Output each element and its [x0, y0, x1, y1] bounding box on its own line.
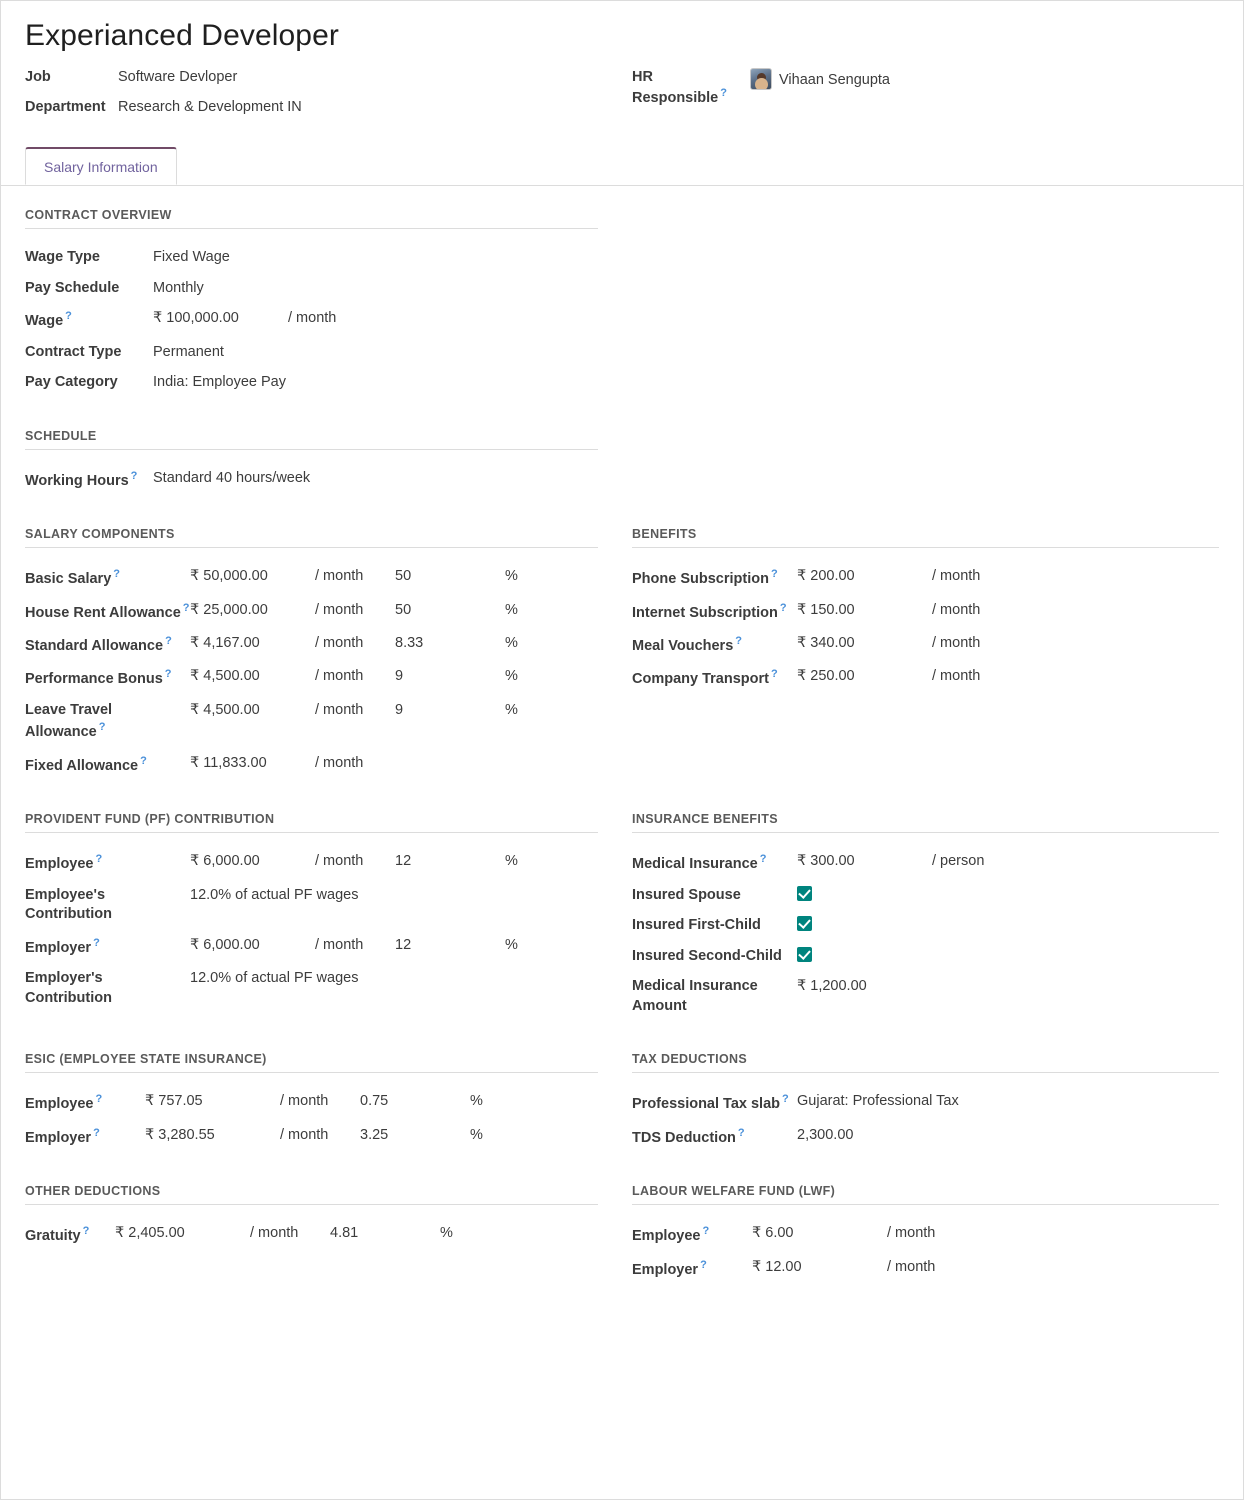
row-value[interactable]: ₹ 25,000.00 — [190, 601, 268, 618]
row-value[interactable]: ₹ 6.00 — [752, 1225, 794, 1242]
row-unit: / month — [887, 1225, 936, 1242]
row-label — [25, 1087, 145, 1120]
table-row — [632, 629, 1219, 662]
row-value — [797, 881, 932, 912]
row-label: Wage Type — [25, 249, 100, 266]
row-label — [25, 662, 190, 695]
row-label-text: Professional Tax slab — [632, 1096, 781, 1113]
row-value[interactable]: ₹ 250.00 — [797, 668, 855, 685]
row-label-text: Phone Subscription — [632, 571, 769, 588]
help-icon[interactable]: ? — [737, 1126, 745, 1139]
row-unit — [932, 942, 1219, 973]
table-row — [632, 1253, 1219, 1286]
row-label — [632, 596, 797, 629]
group-title-labour-welfare-fund: LABOUR WELFARE FUND (LWF) — [632, 1184, 1219, 1205]
row-percent-symbol: % — [470, 1126, 483, 1143]
row-unit: / month — [315, 568, 364, 585]
column-left-components — [25, 527, 622, 812]
group-provident-fund — [25, 812, 598, 1014]
help-icon[interactable]: ? — [65, 310, 72, 323]
help-icon[interactable]: ? — [779, 601, 787, 614]
row-percent[interactable]: 9 — [395, 668, 404, 685]
row-unit: / month — [932, 601, 981, 618]
row-unit: / month — [932, 668, 981, 685]
group-title-salary-components: SALARY COMPONENTS — [25, 527, 598, 548]
row-label — [632, 562, 797, 595]
column-left-top — [25, 208, 622, 527]
row-label-text: Standard Allowance — [25, 637, 164, 654]
row-label — [632, 1253, 752, 1286]
group-benefits — [632, 527, 1219, 696]
row-value[interactable]: ₹ 757.05 — [145, 1093, 203, 1110]
row-value: ₹ 1,200.00 — [797, 978, 867, 995]
hr-responsible-name: Vihaan Sengupta — [779, 71, 891, 88]
table-row — [25, 629, 598, 662]
row-value[interactable]: Gujarat: Professional Tax — [797, 1093, 959, 1110]
help-icon[interactable]: ? — [782, 1093, 789, 1106]
table-row — [632, 562, 1219, 595]
row-value[interactable]: ₹ 100,000.00 — [153, 310, 239, 327]
group-insurance-benefits — [632, 812, 1219, 1022]
row-unit: / month — [288, 310, 337, 327]
job-value[interactable]: Software Devloper — [118, 68, 238, 85]
row-unit: / month — [250, 1225, 299, 1242]
table-row — [25, 881, 598, 931]
row-unit — [288, 274, 598, 305]
row-unit: / month — [315, 635, 364, 651]
row-unit: / person — [932, 853, 985, 870]
table-row — [632, 972, 1219, 1022]
row-label: Medical Insurance Amount — [632, 978, 758, 1014]
row-value[interactable]: ₹ 3,280.55 — [145, 1126, 215, 1143]
row-label — [25, 749, 190, 782]
row-label — [25, 304, 153, 337]
row-value — [797, 942, 932, 973]
row-label: Pay Schedule — [25, 279, 120, 296]
tab-salary-information[interactable]: Salary Information — [25, 147, 177, 185]
help-icon[interactable]: ? — [165, 635, 172, 647]
row-label-text: Employer — [25, 939, 92, 956]
row-value[interactable]: ₹ 2,405.00 — [115, 1225, 185, 1242]
row-label — [25, 696, 190, 749]
table-row — [632, 662, 1219, 695]
header-right-column — [622, 68, 1219, 130]
row-unit: / month — [887, 1258, 936, 1275]
row-value[interactable]: ₹ 6,000.00 — [190, 936, 260, 953]
row-label-text: Gratuity — [25, 1227, 81, 1244]
help-icon[interactable]: ? — [700, 1258, 707, 1271]
checkbox-insured-first-child[interactable] — [797, 916, 812, 931]
table-row — [632, 1219, 1219, 1252]
row-unit: / month — [315, 701, 364, 718]
row-label — [25, 1121, 145, 1154]
row-value[interactable]: 2,300.00 — [797, 1126, 854, 1143]
row-percent[interactable]: 12 — [395, 853, 412, 870]
row-unit: / month — [280, 1126, 329, 1143]
table-row — [25, 304, 598, 337]
row-percent[interactable]: 50 — [395, 601, 412, 618]
row-label-text: Fixed Allowance — [25, 757, 139, 774]
help-icon[interactable]: ? — [98, 721, 106, 734]
column-right-tax — [622, 1052, 1219, 1184]
row-value[interactable]: ₹ 11,833.00 — [190, 754, 267, 771]
help-icon[interactable]: ? — [182, 601, 190, 614]
row-value[interactable]: Standard 40 hours/week — [153, 469, 311, 486]
row-percent[interactable]: 9 — [395, 701, 404, 718]
group-labour-welfare-fund — [632, 1184, 1219, 1286]
column-right-benefits — [622, 527, 1219, 812]
row-unit: / month — [315, 754, 364, 771]
row-label — [25, 596, 190, 629]
group-schedule — [25, 429, 598, 497]
row-label — [25, 931, 190, 964]
row-label-text: Meal Vouchers — [632, 637, 734, 654]
help-icon[interactable]: ? — [82, 1225, 90, 1238]
table-row — [632, 1087, 1219, 1120]
job-label: Job — [25, 68, 51, 85]
checkbox-insured-spouse[interactable] — [797, 886, 812, 901]
row-percent-symbol: % — [505, 568, 518, 585]
help-icon[interactable]: ? — [95, 853, 103, 866]
table-row — [632, 942, 1219, 973]
row-label-text: Internet Subscription — [632, 604, 778, 621]
row-percent[interactable]: 3.25 — [360, 1126, 389, 1143]
row-value[interactable]: ₹ 4,500.00 — [190, 701, 260, 718]
row-value[interactable]: ₹ 4,500.00 — [190, 668, 260, 685]
row-label — [25, 629, 190, 662]
row-label: Insured Second-Child — [632, 947, 782, 964]
department-label: Department — [25, 99, 106, 116]
row-unit: / month — [932, 635, 981, 651]
row-unit: / month — [315, 668, 364, 685]
row-percent-symbol: % — [505, 601, 518, 618]
help-icon[interactable]: ? — [93, 1126, 100, 1139]
checkbox-insured-second-child[interactable] — [797, 947, 812, 962]
row-label: Contract Type — [25, 343, 122, 360]
table-row — [632, 881, 1219, 912]
row-percent-symbol: % — [505, 853, 518, 870]
row-percent[interactable] — [395, 749, 505, 782]
help-icon[interactable]: ? — [93, 936, 100, 949]
row-percent[interactable]: 4.81 — [330, 1225, 359, 1242]
row-unit — [288, 338, 598, 369]
field-hr-responsible — [632, 68, 1219, 109]
help-icon[interactable]: ? — [770, 568, 778, 581]
table-row — [25, 696, 598, 749]
table-row — [25, 596, 598, 629]
row-label-text: TDS Deduction — [632, 1129, 736, 1146]
table-row — [25, 368, 598, 399]
row-label: Employee's Contribution — [25, 886, 112, 923]
department-value[interactable]: Research & Development IN — [118, 99, 302, 116]
row-percent-symbol: % — [505, 701, 518, 718]
row-label-text: Employer — [632, 1261, 699, 1278]
row-label-text: Basic Salary — [25, 571, 112, 588]
row-percent-symbol: % — [505, 635, 518, 651]
column-right-lwf — [622, 1184, 1219, 1316]
table-row — [25, 274, 598, 305]
table-row — [25, 847, 598, 880]
row-label-text: Performance Bonus — [25, 671, 163, 688]
row-label-text: House Rent Allowance — [25, 604, 181, 621]
row-value[interactable]: Monthly — [153, 279, 204, 296]
row-percent-symbol: % — [470, 1093, 483, 1110]
group-title-contract-overview: CONTRACT OVERVIEW — [25, 208, 598, 229]
row-unit — [288, 368, 598, 399]
row-value[interactable]: ₹ 150.00 — [797, 601, 855, 618]
page-title: Experianced Developer — [25, 19, 339, 52]
row-percent-symbol: % — [505, 668, 518, 685]
row-label: Pay Category — [25, 374, 118, 391]
row-unit: / month — [315, 853, 364, 870]
group-esic — [25, 1052, 598, 1154]
table-row — [25, 464, 598, 497]
help-icon[interactable]: ? — [164, 668, 172, 681]
row-label — [25, 1219, 115, 1252]
row-label-text: Employee — [25, 1096, 94, 1113]
table-row — [25, 931, 598, 964]
table-row — [25, 749, 598, 782]
help-icon[interactable]: ? — [113, 568, 120, 581]
group-title-other-deductions: OTHER DEDUCTIONS — [25, 1184, 598, 1205]
column-left-pf — [25, 812, 622, 1052]
row-percent[interactable]: 8.33 — [395, 635, 424, 651]
row-label-text: Leave Travel Allowance — [25, 701, 113, 741]
row-percent-symbol: % — [505, 936, 518, 953]
row-label-text: Medical Insurance — [632, 855, 758, 872]
row-value[interactable]: India: Employee Pay — [153, 374, 286, 391]
row-label: Insured Spouse — [632, 886, 741, 903]
row-percent-symbol: % — [440, 1225, 453, 1242]
help-icon[interactable]: ? — [735, 635, 743, 647]
help-icon[interactable]: ? — [140, 754, 147, 767]
row-label — [25, 847, 190, 880]
row-label — [632, 847, 797, 880]
row-value[interactable]: Fixed Wage — [153, 249, 230, 266]
help-icon[interactable]: ? — [130, 469, 138, 482]
row-label-text: Employer — [25, 1129, 92, 1146]
hr-responsible-label-text: HR Responsible — [632, 68, 719, 107]
record-header — [1, 1, 1243, 129]
row-label-text: Working Hours — [25, 472, 129, 489]
table-row — [25, 1121, 598, 1154]
help-icon[interactable]: ? — [720, 87, 727, 100]
group-tax-deductions — [632, 1052, 1219, 1154]
row-unit: / month — [280, 1093, 329, 1110]
table-row — [632, 847, 1219, 880]
row-unit — [932, 972, 1219, 1022]
hr-responsible-value[interactable] — [750, 68, 890, 90]
row-percent[interactable]: 12 — [395, 936, 412, 953]
help-icon[interactable]: ? — [702, 1225, 710, 1238]
table-row — [25, 662, 598, 695]
avatar — [750, 68, 772, 90]
row-label-text: Wage — [25, 313, 64, 330]
table-row — [632, 596, 1219, 629]
column-left-other-deductions — [25, 1184, 622, 1316]
column-right-insurance — [622, 812, 1219, 1052]
header-left-column — [25, 68, 622, 130]
row-percent[interactable]: 0.75 — [360, 1093, 389, 1110]
row-value[interactable]: ₹ 200.00 — [797, 568, 855, 585]
table-row — [632, 911, 1219, 942]
hr-responsible-label — [632, 68, 750, 109]
row-unit: / month — [315, 936, 364, 953]
row-unit: / month — [932, 568, 981, 585]
field-department — [25, 98, 622, 117]
row-value[interactable]: ₹ 340.00 — [797, 635, 855, 651]
table-row — [632, 1121, 1219, 1154]
group-title-benefits: BENEFITS — [632, 527, 1219, 548]
row-unit — [932, 881, 1219, 912]
row-label-text: Employee — [25, 855, 94, 872]
row-value: 12.0% of actual PF wages — [190, 886, 359, 903]
sheet — [1, 186, 1243, 1346]
row-label — [25, 464, 153, 497]
row-value[interactable]: ₹ 4,167.00 — [190, 635, 260, 651]
row-label — [632, 629, 797, 662]
table-row — [25, 338, 598, 369]
help-icon[interactable]: ? — [770, 668, 778, 681]
tab-bar — [25, 147, 1243, 186]
row-label — [632, 1219, 752, 1252]
row-unit: / month — [315, 601, 364, 618]
row-label — [632, 1121, 797, 1154]
group-title-provident-fund: PROVIDENT FUND (PF) CONTRIBUTION — [25, 812, 598, 833]
group-title-insurance-benefits: INSURANCE BENEFITS — [632, 812, 1219, 833]
field-job — [25, 68, 622, 87]
group-other-deductions — [25, 1184, 598, 1252]
row-label: Insured First-Child — [632, 917, 761, 934]
row-label-text: Employee — [632, 1227, 701, 1244]
table-row — [25, 562, 598, 595]
table-row — [25, 1087, 598, 1120]
group-salary-components — [25, 527, 598, 782]
row-value[interactable]: ₹ 12.00 — [752, 1258, 802, 1275]
group-title-schedule: SCHEDULE — [25, 429, 598, 450]
group-title-tax-deductions: TAX DEDUCTIONS — [632, 1052, 1219, 1073]
row-value[interactable]: ₹ 50,000.00 — [190, 568, 268, 585]
row-percent[interactable]: 50 — [395, 568, 412, 585]
help-icon[interactable]: ? — [759, 853, 767, 866]
table-row — [25, 964, 598, 1014]
row-unit — [288, 243, 598, 274]
row-label — [632, 1087, 797, 1120]
row-value — [797, 911, 932, 942]
row-value[interactable]: ₹ 6,000.00 — [190, 853, 260, 870]
group-title-esic: ESIC (EMPLOYEE STATE INSURANCE) — [25, 1052, 598, 1073]
column-left-esic — [25, 1052, 622, 1184]
row-label: Employer's Contribution — [25, 970, 112, 1006]
row-unit — [932, 911, 1219, 942]
help-icon[interactable]: ? — [95, 1093, 103, 1106]
row-value[interactable]: ₹ 300.00 — [797, 853, 855, 870]
row-value: 12.0% of actual PF wages — [190, 970, 359, 987]
row-label-text: Company Transport — [632, 671, 769, 688]
table-row — [25, 243, 598, 274]
group-contract-overview — [25, 208, 598, 399]
row-label — [25, 562, 190, 595]
row-label — [632, 662, 797, 695]
row-percent-symbol — [505, 749, 598, 782]
row-value[interactable]: Permanent — [153, 343, 224, 360]
column-right-top — [622, 208, 1219, 527]
table-row — [25, 1219, 598, 1252]
